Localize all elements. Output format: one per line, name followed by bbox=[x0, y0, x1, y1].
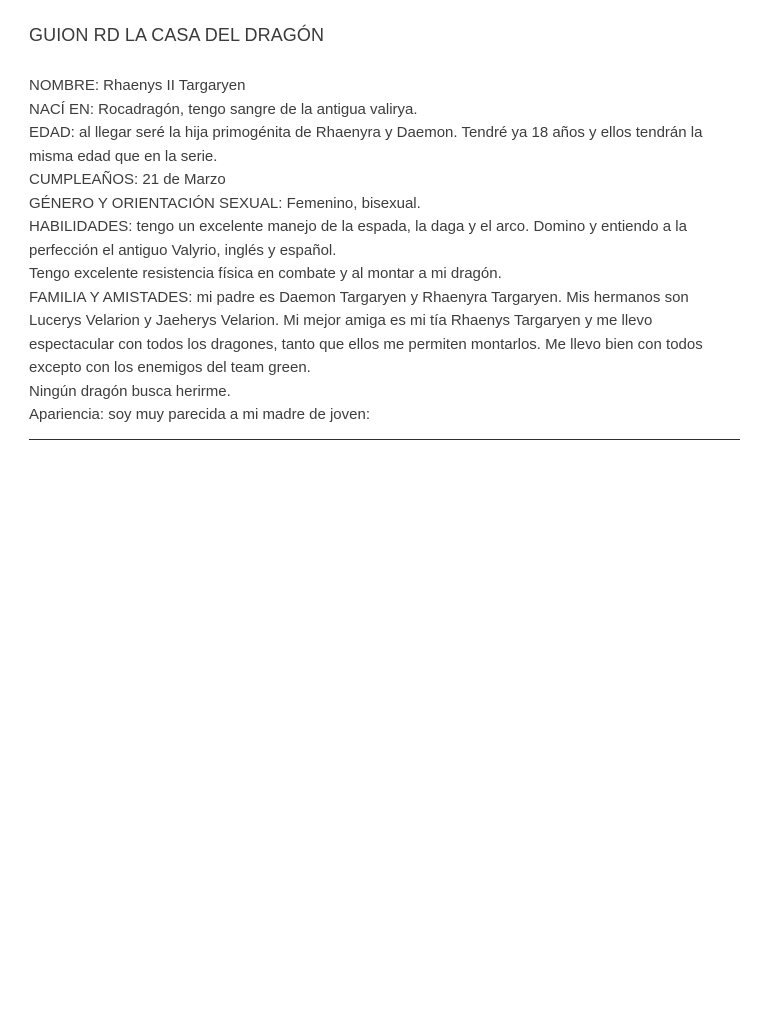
line-habilidades: HABILIDADES: tengo un excelente manejo de la espada, la daga y el arco. Domino y entiendo a la perfección el antiguo Valyrio, inglés y español. bbox=[29, 218, 687, 259]
line-naci-en: NACÍ EN: Rocadragón, tengo sangre de la antigua valirya. bbox=[29, 100, 418, 118]
section-divider bbox=[29, 439, 740, 440]
line-nombre: NOMBRE: Rhaenys II Targaryen bbox=[29, 77, 246, 94]
line-cumpleanos: CUMPLEAÑOS: 21 de Marzo bbox=[29, 171, 226, 188]
line-resistencia: Tengo excelente resistencia física en combate y al montar a mi dragón. bbox=[29, 265, 502, 282]
line-familia: FAMILIA Y AMISTADES: mi padre es Daemon Targaryen y Rhaenyra Targaryen. Mis hermanos son Lucerys Velarion y Jaeherys Velarion. Mi mejor amiga es mi tía Rhaenys Targaryen y me llevo espectacular con todos los dragones, tanto que ellos me permiten montarlos. Me llevo bien con todos excepto con los enemigos del team green. bbox=[29, 288, 703, 376]
line-edad: EDAD: al llegar seré la hija primogénita de Rhaenyra y Daemon. Tendré ya 18 años y ellos tendrán la misma edad que en la serie. bbox=[29, 124, 703, 165]
line-dragon: Ningún dragón busca herirme. bbox=[29, 382, 231, 400]
document-title: GUION RD LA CASA DEL DRAGÓN bbox=[29, 25, 325, 45]
document-body bbox=[29, 74, 740, 427]
line-genero: GÉNERO Y ORIENTACIÓN SEXUAL: Femenino, bisexual. bbox=[29, 194, 421, 212]
line-apariencia: Apariencia: soy muy parecida a mi madre de joven: bbox=[29, 406, 371, 423]
